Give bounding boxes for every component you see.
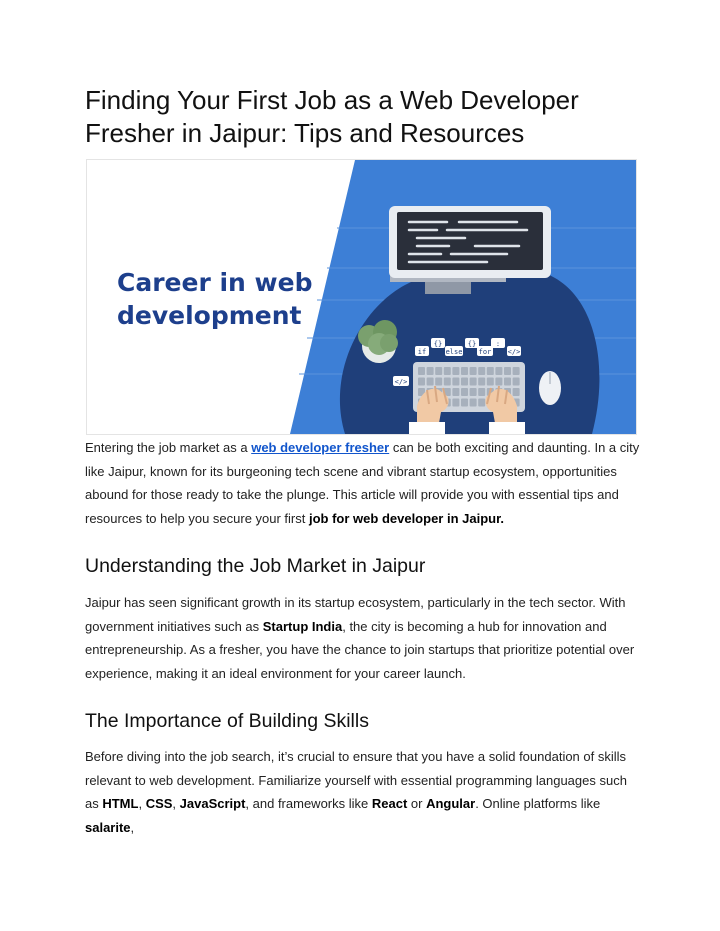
svg-text:{}: {} [467,340,477,348]
hero-caption-line1: Career in web [117,268,313,297]
job-market-paragraph: Jaipur has seen significant growth in its startup ecosystem, particularly in the tech sector. With government initiatives such as Startup India, the city is becoming a hub for innovation and entrepreneurship. As a fresher, you have the chance to join startups that prioritize potential over experience, making it an ideal environment for your career launch. [85,595,635,681]
svg-text:</>: </> [507,348,521,356]
svg-text:{}: {} [433,340,443,348]
svg-text:for: for [478,348,492,356]
svg-text:else: else [445,348,463,356]
mouse-icon [539,371,561,405]
article-title: Finding Your First Job as a Web Developer Fresher in Jaipur: Tips and Resources [85,85,579,148]
web-developer-fresher-link[interactable]: web developer fresher [251,440,390,455]
hero-image [86,159,637,435]
section-heading-building-skills: The Importance of Building Skills [85,710,369,732]
section-heading-job-market: Understanding the Job Market in Jaipur [85,555,426,577]
svg-text:if: if [417,348,427,356]
hero-caption-line2: development [117,301,302,330]
intro-paragraph: Entering the job market as a web developer fresher can be both exciting and daunting. In a city like Jaipur, known for its burgeoning tech scene and vibrant startup ecosystem, opportunities abound for those ready to take the plunge. This article will provide you with essential tips and resources to help you secure your first job for web developer in Jaipur. [85,440,640,526]
svg-text::: : [495,340,501,348]
svg-text:</>: </> [394,378,408,386]
building-skills-paragraph: Before diving into the job search, it’s crucial to ensure that you have a solid foundation of skills relevant to web development. Familiarize yourself with essential programming languages such as HTML, CSS, JavaScript, and frameworks like React or Angular. Online platforms like salarite, [85,749,627,835]
